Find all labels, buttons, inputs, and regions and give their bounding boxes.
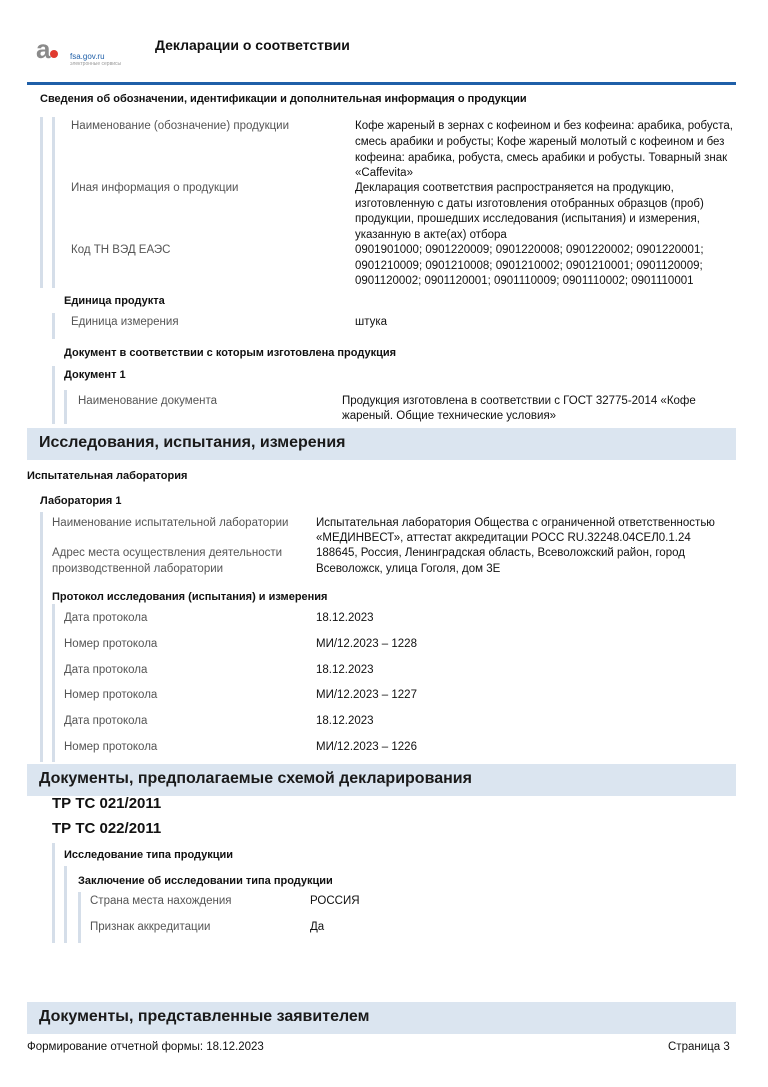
tr-ts-022: ТР ТС 022/2011 xyxy=(52,820,162,837)
research-band-title: Исследования, испытания, измерения xyxy=(39,434,346,451)
product-name-value-3: кофеина: арабика, робуста, смесь арабики и робусты. Товарный знак xyxy=(355,152,728,164)
doc-name-value-1: Продукция изготовлена в соответствии с ГОСТ 32775-2014 «Кофе xyxy=(342,395,696,407)
lab-name-value-1: Испытательная лаборатория Общества с ограниченной ответственностью xyxy=(316,517,715,529)
page-number: Страница 3 xyxy=(668,1041,730,1053)
page-title: Декларации о соответствии xyxy=(155,37,350,53)
other-info-value-1: Декларация соответствия распространяется на продукцию, xyxy=(355,182,674,194)
country-value: РОССИЯ xyxy=(310,895,360,907)
protocol-date-value: 18.12.2023 xyxy=(316,612,374,624)
protocol-number-label: Номер протокола xyxy=(64,689,158,701)
scheme-docs-band xyxy=(27,764,736,796)
logo-text: fsa.gov.ru xyxy=(70,52,105,61)
conclusion-title: Заключение об исследовании типа продукции xyxy=(78,875,333,887)
protocol-number-value: МИ/12.2023 – 1228 xyxy=(316,638,417,650)
protocol-date-value: 18.12.2023 xyxy=(316,715,374,727)
lab-address-label-1: Адрес места осуществления деятельности xyxy=(52,547,283,559)
report-date: Формирование отчетной формы: 18.12.2023 xyxy=(27,1041,264,1053)
product-info-bar xyxy=(40,117,43,288)
conclusion-inner-bar xyxy=(78,892,81,943)
manufacture-doc-title: Документ в соответствии с которым изготовлена продукция xyxy=(64,347,397,359)
tnved-code-label: Код ТН ВЭД ЕАЭС xyxy=(71,244,171,256)
other-info-value-4: указанную в акте(ах) отбора xyxy=(355,229,507,241)
logo-subtitle: электронные сервисы xyxy=(70,61,122,67)
tnved-code-value-1: 0901901000; 0901220009; 0901220008; 0901220002; 0901220001; xyxy=(355,244,704,256)
tr-ts-021: ТР ТС 021/2011 xyxy=(52,795,162,812)
doc-name-label: Наименование документа xyxy=(78,395,217,407)
lab-section-title: Испытательная лаборатория xyxy=(27,470,188,482)
applicant-docs-band-title: Документы, представленные заявителем xyxy=(39,1008,370,1025)
protocol-date-label: Дата протокола xyxy=(64,612,148,624)
protocol-date-value: 18.12.2023 xyxy=(316,664,374,676)
country-label: Страна места нахождения xyxy=(90,895,232,907)
protocol-number-value: МИ/12.2023 – 1227 xyxy=(316,689,417,701)
fsa-logo-icon: a xyxy=(36,36,58,62)
protocol-number-value: МИ/12.2023 – 1226 xyxy=(316,741,417,753)
product-name-value-1: Кофе жареный в зернах с кофеином и без кофеина: арабика, робуста, xyxy=(355,120,733,132)
unit-bar xyxy=(52,313,55,339)
accreditation-label: Признак аккредитации xyxy=(90,921,211,933)
lab-address-label-2: производственной лаборатории xyxy=(52,563,224,575)
other-info-value-3: продукции, прошедших исследования (испытания) и измерения, xyxy=(355,213,700,225)
doc-name-value-2: жареный. Общие технические условия» xyxy=(342,410,557,422)
page-header xyxy=(0,0,768,86)
lab1-title: Лаборатория 1 xyxy=(40,495,122,507)
lab-address-value-1: 188645, Россия, Ленинградская область, Всеволожский район, город xyxy=(316,547,685,559)
product-unit-title: Единица продукта xyxy=(64,295,165,307)
protocol-bar xyxy=(52,604,55,762)
protocol-number-label: Номер протокола xyxy=(64,638,158,650)
lab-name-label: Наименование испытательной лаборатории xyxy=(52,517,289,529)
conclusion-bar xyxy=(64,866,67,943)
other-info-value-2: изготовленную с даты изготовления отобранных образцов (проб) xyxy=(355,198,704,210)
product-name-value-4: «Caffevita» xyxy=(355,167,413,179)
doc1-title: Документ 1 xyxy=(64,369,126,381)
product-name-label: Наименование (обозначение) продукции xyxy=(71,120,290,132)
doc-bar xyxy=(52,366,55,424)
scheme-docs-band-title: Документы, предполагаемые схемой декларирования xyxy=(39,770,472,787)
tnved-code-value-3: 0901120002; 0901120001; 0901110009; 0901110002; 0901110001 xyxy=(355,275,694,287)
protocol-title: Протокол исследования (испытания) и измерения xyxy=(52,591,328,603)
protocol-date-label: Дата протокола xyxy=(64,715,148,727)
product-name-value-2: смесь арабики и робусты; Кофе жареный молотый с кофеином и без xyxy=(355,136,725,148)
applicant-docs-band xyxy=(27,1002,736,1034)
lab-address-value-2: Всеволожск, улица Гоголя, дом 3Е xyxy=(316,563,501,575)
type-research-title: Исследование типа продукции xyxy=(64,849,234,861)
fsa-logo[interactable] xyxy=(36,36,156,70)
unit-value: штука xyxy=(355,316,388,328)
protocol-number-label: Номер протокола xyxy=(64,741,158,753)
research-band xyxy=(27,428,736,460)
lab-name-value-2: «МЕДИНВЕСТ», аттестат аккредитации РОСС RU.32248.04СЕЛ0.1.24 xyxy=(316,532,691,544)
header-divider xyxy=(27,82,736,85)
product-info-inner-bar xyxy=(52,117,55,288)
lab-bar xyxy=(40,512,43,762)
protocol-date-label: Дата протокола xyxy=(64,664,148,676)
type-research-bar xyxy=(52,843,55,943)
unit-label: Единица измерения xyxy=(71,316,179,328)
product-info-section-title: Сведения об обозначении, идентификации и дополнительная информация о продукции xyxy=(40,93,527,105)
accreditation-value: Да xyxy=(310,921,325,933)
other-info-label: Иная информация о продукции xyxy=(71,182,239,194)
tnved-code-value-2: 0901210009; 0901210008; 0901210002; 0901210001; 0901120009; xyxy=(355,260,703,272)
doc1-bar xyxy=(64,390,67,424)
